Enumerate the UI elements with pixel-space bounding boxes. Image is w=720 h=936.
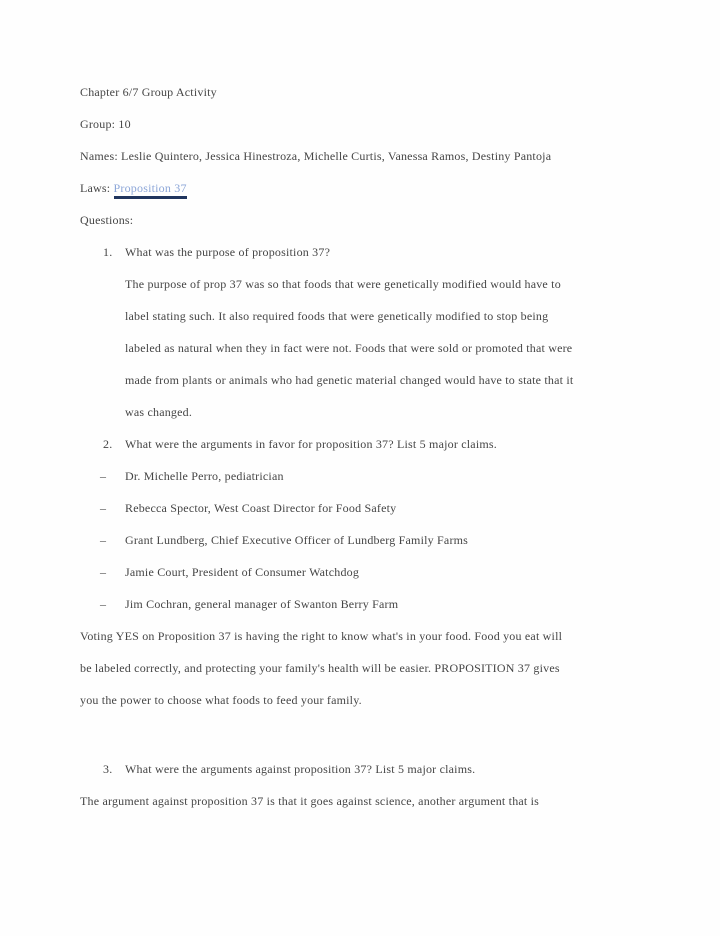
paragraph-line: you the power to choose what foods to feed your family. xyxy=(80,693,362,707)
question-1-answer xyxy=(125,268,642,428)
answer-line: was changed. xyxy=(125,405,193,419)
question-1-text: What was the purpose of proposition 37? xyxy=(125,245,331,259)
question-2-closing-paragraph xyxy=(80,620,642,716)
document-title: Chapter 6/7 Group Activity xyxy=(80,85,217,99)
list-item-text: Jim Cochran, general manager of Swanton Berry Farm xyxy=(125,597,399,611)
list-item-text: Rebecca Spector, West Coast Director for Food Safety xyxy=(125,501,397,515)
document-content xyxy=(80,76,642,817)
question-2-text: What were the arguments in favor for proposition 37? List 5 major claims. xyxy=(125,437,497,451)
list-item xyxy=(80,492,642,524)
answer-line: label stating such. It also required foods that were genetically modified to stop being xyxy=(125,309,549,323)
answer-line: The purpose of prop 37 was so that foods that were genetically modified would have to xyxy=(125,277,561,291)
laws-line xyxy=(80,172,642,204)
dash-bullet: – xyxy=(100,533,107,547)
names-line: Names: Leslie Quintero, Jessica Hinestroza, Michelle Curtis, Vanessa Ramos, Destiny Pantoja xyxy=(80,149,552,163)
dash-bullet: – xyxy=(100,501,107,515)
dash-bullet: – xyxy=(100,469,107,483)
dash-bullet: – xyxy=(100,565,107,579)
question-2-number: 2. xyxy=(103,437,113,451)
question-1-number: 1. xyxy=(103,245,113,259)
group-line: Group: 10 xyxy=(80,117,131,131)
question-3-text: What were the arguments against proposition 37? List 5 major claims. xyxy=(125,762,476,776)
paragraph-line: be labeled correctly, and protecting your family's health will be easier. PROPOSITION 37 gives xyxy=(80,661,560,675)
list-item xyxy=(80,556,642,588)
list-item xyxy=(80,524,642,556)
question-1 xyxy=(80,236,642,268)
question-3-answer: The argument against proposition 37 is that it goes against science, another argument that is xyxy=(80,794,540,808)
list-item xyxy=(80,588,642,620)
question-3-number: 3. xyxy=(103,762,113,776)
list-item-text: Grant Lundberg, Chief Executive Officer of Lundberg Family Farms xyxy=(125,533,469,547)
paragraph-line: Voting YES on Proposition 37 is having the right to know what's in your food. Food you eat will xyxy=(80,629,563,643)
answer-line: labeled as natural when they in fact were not. Foods that were sold or promoted that were xyxy=(125,341,573,355)
question-3 xyxy=(80,753,642,785)
list-item-text: Jamie Court, President of Consumer Watchdog xyxy=(125,565,360,579)
question-2-bullet-list xyxy=(80,460,642,620)
question-2 xyxy=(80,428,642,460)
questions-label: Questions: xyxy=(80,213,134,227)
proposition-37-link[interactable]: Proposition 37 xyxy=(114,181,187,199)
dash-bullet: – xyxy=(100,597,107,611)
list-item-text: Dr. Michelle Perro, pediatrician xyxy=(125,469,284,483)
answer-line: made from plants or animals who had genetic material changed would have to state that it xyxy=(125,373,574,387)
laws-label: Laws: xyxy=(80,181,111,195)
list-item xyxy=(80,460,642,492)
